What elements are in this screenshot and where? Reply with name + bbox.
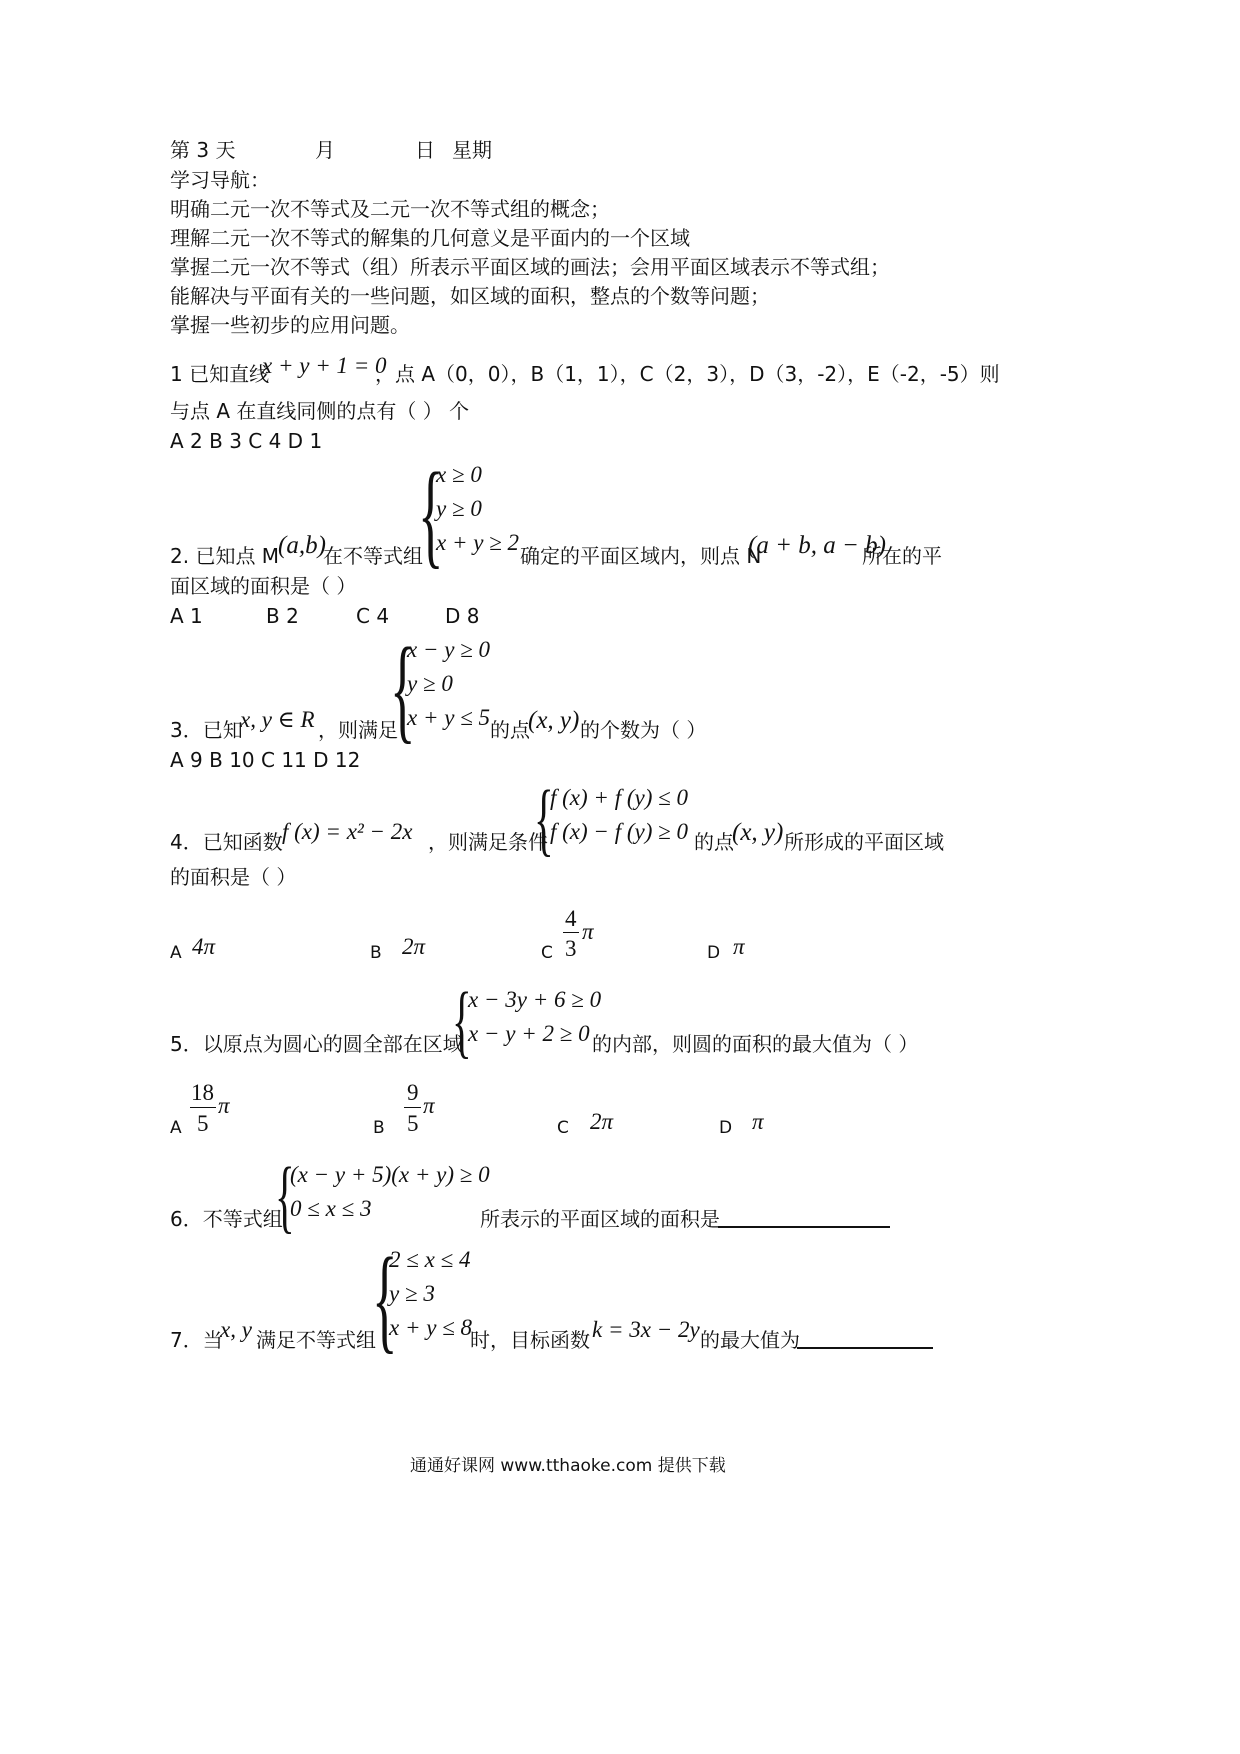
q5-option-label: D <box>719 1118 733 1138</box>
q5-frac-pi: π <box>218 1093 230 1118</box>
q2-option: C 4 <box>356 604 390 628</box>
q6-brace: { <box>275 1150 295 1241</box>
q4-mid: ，则满足条件 <box>428 830 548 854</box>
q1-options: A 2 B 3 C 4 D 1 <box>170 429 323 453</box>
q5-pre: 5．以原点为圆心的圆全部在区域 <box>170 1032 463 1056</box>
q2-n-args: (a + b, a − b) <box>748 532 886 559</box>
q7-answer-blank[interactable] <box>797 1347 933 1349</box>
q4-option-label: D <box>707 943 721 963</box>
q5-option-label: C <box>557 1118 569 1138</box>
q5-frac-bar <box>190 1107 216 1108</box>
q7-post: 时，目标函数 <box>470 1328 590 1352</box>
q5-frac-pi: π <box>423 1093 435 1118</box>
q4-tail: 所形成的平面区域 <box>784 830 944 854</box>
q4-sys-line: f (x) − f (y) ≥ 0 <box>550 819 688 844</box>
q2-post: 确定的平面区域内，则点 N <box>520 544 762 568</box>
q5-post: 的内部，则圆的面积的最大值为（ ） <box>592 1032 919 1056</box>
q3-sys-line: y ≥ 0 <box>407 671 453 696</box>
q5-frac-num: 9 <box>407 1080 419 1105</box>
q5-sys-line: x − 3y + 6 ≥ 0 <box>468 987 602 1012</box>
guide-item: 明确二元一次不等式及二元一次不等式组的概念； <box>170 197 610 221</box>
q4-point: (x, y) <box>732 819 784 846</box>
q1-formula: x + y + 1 = 0 <box>262 353 387 378</box>
header-day: 第 3 天 <box>170 138 236 162</box>
guide-item: 掌握二元一次不等式（组）所表示平面区域的画法；会用平面区域表示不等式组； <box>170 255 890 279</box>
q6-post: 所表示的平面区域的面积是 <box>480 1207 720 1231</box>
q4-frac-num: 4 <box>565 906 577 931</box>
q4-option-label: B <box>370 943 382 963</box>
q4-option-value: π <box>733 934 745 959</box>
q5-frac-den: 5 <box>407 1111 419 1136</box>
q4-option-value: 4π <box>192 934 216 959</box>
q6-sys-line: (x − y + 5)(x + y) ≥ 0 <box>290 1162 490 1187</box>
q4-option-label: C <box>541 943 553 963</box>
guide-item: 理解二元一次不等式的解集的几何意义是平面内的一个区域 <box>170 226 690 250</box>
q4-frac-pi: π <box>582 919 594 944</box>
header-date: 日 <box>415 138 435 162</box>
q6-pre: 6．不等式组 <box>170 1207 283 1231</box>
q3-pre: 3．已知 <box>170 718 243 742</box>
q5-frac-bar <box>404 1107 421 1108</box>
q1-pre: 1 已知直线 <box>170 362 270 386</box>
q4-post: 的点 <box>694 830 734 854</box>
q7-sys-line: y ≥ 3 <box>389 1281 435 1306</box>
q2-tail: 所在的平 <box>862 544 942 568</box>
q4-sys-line: f (x) + f (y) ≤ 0 <box>550 785 688 810</box>
q7-func: k = 3x − 2y <box>592 1317 700 1342</box>
q4-line2: 的面积是（ ） <box>170 865 297 889</box>
q3-vars: x, y ∈ R <box>240 707 315 732</box>
q6-sys-line: 0 ≤ x ≤ 3 <box>290 1196 372 1221</box>
q2-line2: 面区域的面积是（ ） <box>170 574 357 598</box>
q5-sys-line: x − y + 2 ≥ 0 <box>468 1021 590 1046</box>
q3-brace: { <box>390 623 416 754</box>
q7-pre: 7．当 <box>170 1328 223 1352</box>
q7-sys-line: 2 ≤ x ≤ 4 <box>389 1247 471 1272</box>
q3-options: A 9 B 10 C 11 D 12 <box>170 748 361 772</box>
q3-sys-line: x − y ≥ 0 <box>407 637 491 662</box>
q5-frac-den: 5 <box>197 1111 209 1136</box>
q5-option-value: π <box>752 1109 764 1134</box>
header-weekday: 星期 <box>452 138 492 162</box>
q7-tail: 的最大值为 <box>700 1328 800 1352</box>
header-month: 月 <box>315 138 335 162</box>
q2-option: A 1 <box>170 604 203 628</box>
q3-sys-line: x + y ≤ 5 <box>407 705 491 730</box>
q4-frac-den: 3 <box>565 936 577 961</box>
q4-option-value: 2π <box>402 934 426 959</box>
q2-mid: 在不等式组 <box>323 544 423 568</box>
q4-brace: { <box>534 773 554 864</box>
q2-option: D 8 <box>445 604 480 628</box>
q4-frac-bar <box>563 932 579 933</box>
q4-option-label: A <box>170 943 182 963</box>
q5-option-label: A <box>170 1118 182 1138</box>
q1-post: ，点 A（0，0），B（1，1），C（2，3），D（3，-2），E（-2，-5）则 <box>375 362 1000 386</box>
q2-sys-line: y ≥ 0 <box>436 496 482 521</box>
q7-vars: x, y <box>220 1317 252 1342</box>
q5-option-value: 2π <box>590 1109 614 1134</box>
q7-mid: 满足不等式组 <box>256 1328 376 1352</box>
q4-func: f (x) = x² − 2x <box>282 819 413 844</box>
q5-brace: { <box>452 975 472 1066</box>
q3-tail: 的个数为（ ） <box>580 718 707 742</box>
guide-item: 掌握一些初步的应用问题。 <box>170 313 410 337</box>
q7-brace: { <box>372 1233 398 1364</box>
q4-pre: 4．已知函数 <box>170 830 283 854</box>
q1-line2: 与点 A 在直线同侧的点有（ ） 个 <box>170 399 470 423</box>
footer-text: 通通好课网 www.tthaoke.com 提供下载 <box>410 1456 726 1476</box>
q5-option-label: B <box>373 1118 385 1138</box>
q5-frac-num: 18 <box>191 1080 214 1105</box>
q2-brace: { <box>418 448 444 579</box>
q2-sys-line: x + y ≥ 2 <box>436 530 520 555</box>
guide-title: 学习导航： <box>170 168 270 192</box>
q2-pre: 2. 已知点 M <box>170 544 280 568</box>
q3-mid: ，则满足 <box>318 718 398 742</box>
q2-m-args: (a,b) <box>278 532 326 559</box>
q2-option: B 2 <box>266 604 299 628</box>
guide-item: 能解决与平面有关的一些问题，如区域的面积，整点的个数等问题； <box>170 284 770 308</box>
q6-answer-blank[interactable] <box>718 1226 890 1228</box>
q2-sys-line: x ≥ 0 <box>436 462 482 487</box>
q7-sys-line: x + y ≤ 8 <box>389 1315 473 1340</box>
q3-point: (x, y) <box>528 707 580 734</box>
q3-post: 的点 <box>490 718 530 742</box>
